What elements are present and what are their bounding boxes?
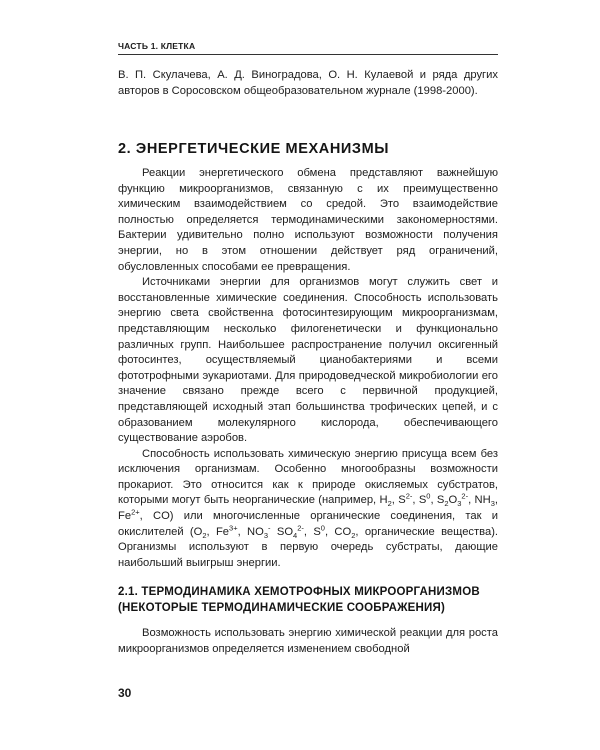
section-title: 2. ЭНЕРГЕТИЧЕСКИЕ МЕХАНИЗМЫ bbox=[118, 141, 390, 157]
subsection-title bbox=[118, 584, 518, 616]
running-head-text: ЧАСТЬ 1. КЛЕТКА bbox=[118, 41, 196, 51]
reference-text: В. П. Скулачева, А. Д. Виноградова, О. Н. Кулаевой и ряда других авторов в Соросовском общеобразовательном журнале (1998-2000). bbox=[118, 69, 498, 97]
section-body bbox=[118, 166, 498, 571]
paragraph-3: Способность использовать химическую энергию присуща всем без исключения организмам. Особенно многообразны возможности прокариот. Это относится как к природе окисляемых субстратов, которыми могут быть неорганические (например, $H_2$, $S^{2-}$, $S^0$, $S_2O_3^{2-}$, $NH_3$, $Fe^{2+}$, CO) или многочисленные органические соединения, так и окислителей ($O_2$, $Fe^{3+}$, $NO_3^-$ $SO_4^{2-}$, $S^0$, $CO_2$, органические вещества). Организмы используют в первую очередь субстраты, дающие наибольший выигрыш энергии. bbox=[118, 447, 499, 569]
subsection-title-line2: (НЕКОТОРЫЕ ТЕРМОДИНАМИЧЕСКИЕ СООБРАЖЕНИЯ) bbox=[118, 602, 446, 614]
reference-paragraph bbox=[118, 68, 498, 99]
running-head bbox=[118, 41, 498, 55]
subsection-paragraph: Возможность использовать энергию химической реакции для роста микроорганизмов определяется изменением свободной bbox=[118, 627, 498, 655]
subsection-body bbox=[118, 626, 498, 657]
page-number: 30 bbox=[118, 686, 132, 700]
subsection-title-line1: 2.1. ТЕРМОДИНАМИКА ХЕМОТРОФНЫХ МИКРООРГАНИЗМОВ bbox=[118, 586, 480, 598]
paragraph-2: Источниками энергии для организмов могут служить свет и восстановленные химические соединения. Способность использовать энергию света свойственна фотосинтезирующим микроорганизмам, представляющим несколько филогенетически и функционально различных групп. Наибольшее распространение получил оксигенный фотосинтез, осуществляемый цианобактериями и всеми фототрофными эукариотами. Для природоведческой микробиологии его значение связано прежде всего с первичной продукцией, представляющей исходный этап большинства трофических цепей, и с образованием молекулярного кислорода, обеспечивающего существование аэробов. bbox=[118, 276, 498, 445]
paragraph-1: Реакции энергетического обмена представляют важнейшую функцию микроорганизмов, связанную с их преимущественно химическим взаимодействием со средой. Это взаимодействие полностью определяется термодинамическими закономерностями. Бактерии удивительно полно используют возможности получения энергии, но в этом отношении действует ряд ограничений, обусловленных способами ее превращения. bbox=[118, 167, 498, 273]
